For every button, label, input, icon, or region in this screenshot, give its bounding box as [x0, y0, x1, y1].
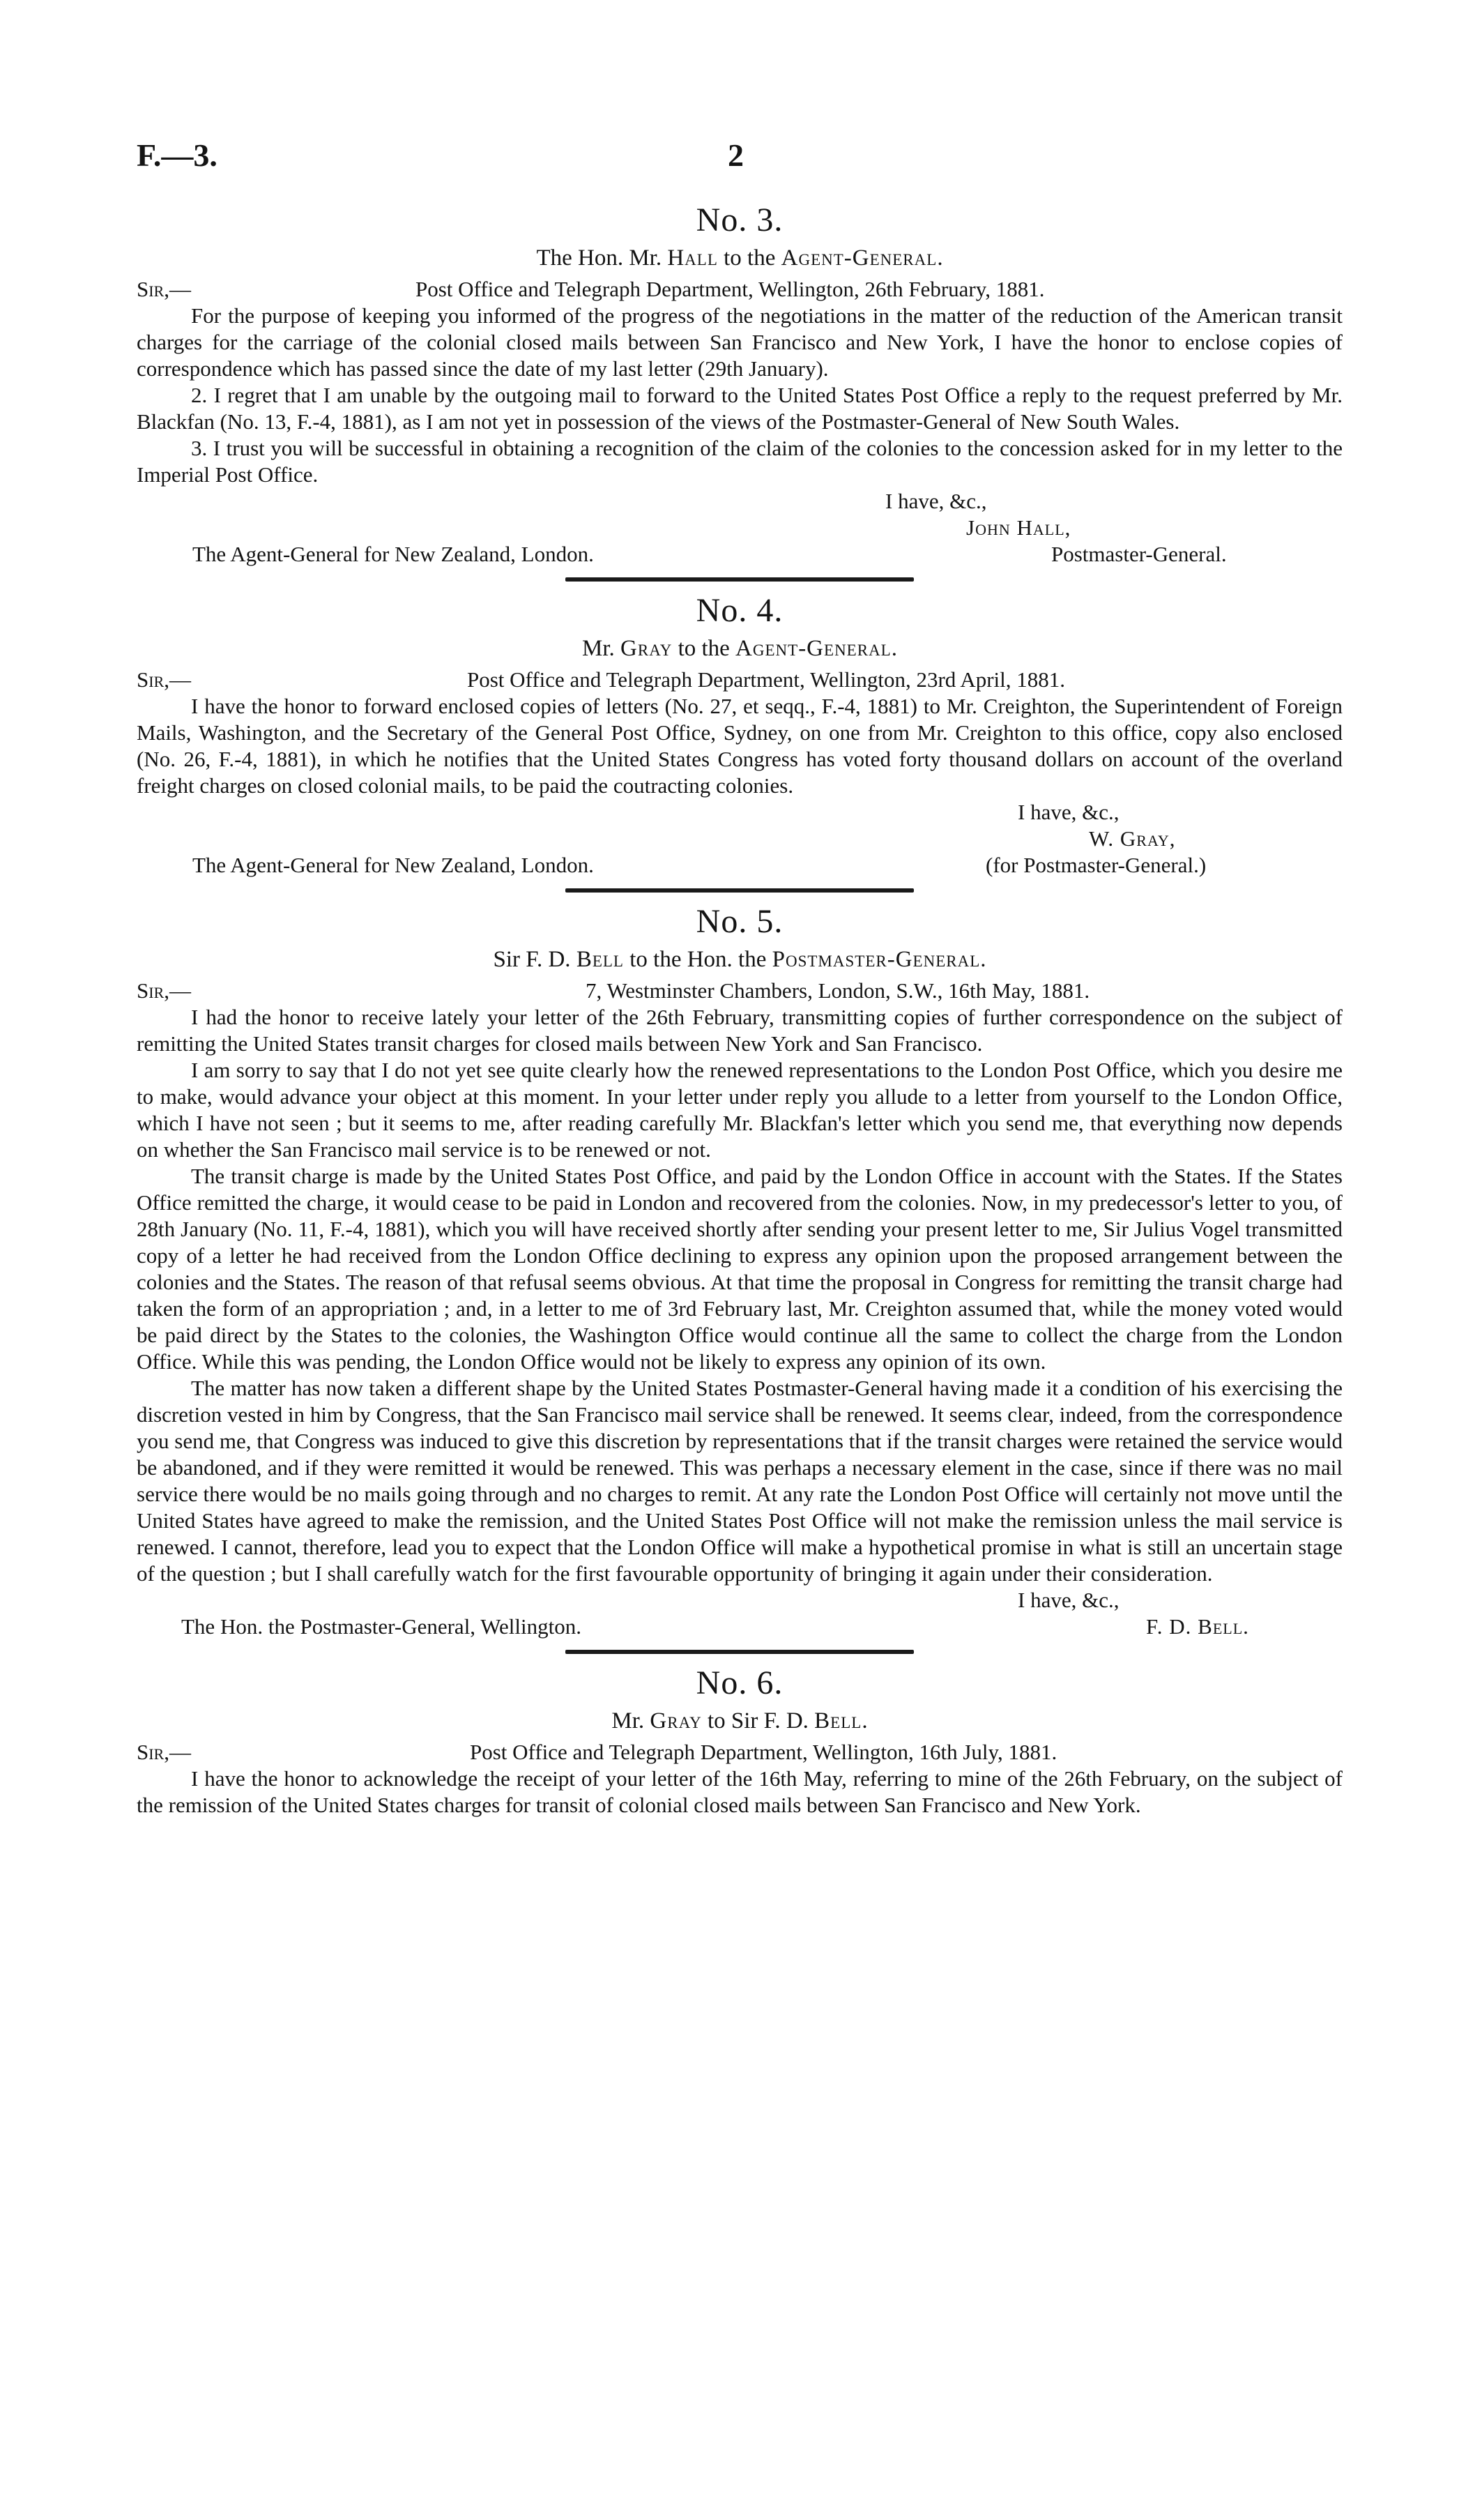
dateline: 7, Westminster Chambers, London, S.W., 16th May, 1881.: [586, 978, 1090, 1003]
title-name: Gray: [650, 1708, 702, 1733]
title-text: .: [862, 1708, 868, 1733]
title-recipient: Bell: [814, 1708, 862, 1733]
closing-phrase: I have, &c.,: [885, 489, 987, 513]
title-name: Hall: [667, 245, 718, 271]
closing-block: [137, 799, 1343, 879]
closing-phrase: I have, &c.,: [1018, 1588, 1120, 1612]
letter-no-3: [137, 199, 1343, 568]
letter-number: No. 4.: [696, 592, 784, 629]
paragraph: 2. I regret that I am unable by the outgoing mail to forward to the United States Post Office a reply to the request preferred by Mr. Blackfan (No. 13, F.-4, 1881), as I am not yet in possession of the views of the Postmaster-General of New South Wales.: [137, 383, 1343, 434]
title-text: .: [891, 636, 897, 661]
section-divider: [565, 577, 914, 582]
paragraph: The transit charge is made by the United States Post Office, and paid by the London Office in account with the States. If the States Office remitted the charge, it would cease to be paid in London and recovered from the colonies. Now, in my predecessor's letter to you, of 28th January (No. 11, F.-4, 1881), which you will have received shortly after sending your present letter to me, Sir Julius Vogel transmitted copy of a letter he had received from the London Office declining to express any opinion upon the proposed arrangement between the colonies and the States. The reason of that refusal seems obvious. At that time the proposal in Congress for remitting the transit charge had taken the form of an appropriation ; and, in a letter to me of 3rd February last, Mr. Creighton assumed that, while the money voted would be paid direct by the States to the colonies, the Washington Office would continue all the same to collect the charge from the London Office. While this was pending, the London Office would not be likely to express any opinion of its own.: [137, 1164, 1343, 1374]
title-text: to Sir F. D.: [701, 1708, 815, 1733]
letter-title: [137, 241, 1343, 275]
title-recipient: Postmaster-General: [772, 947, 981, 972]
title-text: to the Hon. the: [623, 947, 772, 972]
page-number: 2: [728, 137, 744, 173]
paragraph: 3. I trust you will be successful in obtaining a recognition of the claim of the colonies to the concession asked for in my letter to the Imperial Post Office.: [137, 436, 1343, 487]
paragraph: I have the honor to forward enclosed copies of letters (No. 27, et seqq., F.-4, 1881) to Mr. Creighton, the Superintendent of Foreign Mails, Washington, and the Secretary of the General Post Office, Sydney, on one from Mr. Creighton to this office, copy also enclosed (No. 26, F.-4, 1881), in which he notifies that the United States Congress has voted forty thousand dollars on account of the overland freight charges on closed colonial mails, to be paid the coutracting colonies.: [137, 694, 1343, 798]
paragraph: I am sorry to say that I do not yet see quite clearly how the renewed representations to the London Post Office, which you desire me to make, would advance your object at this moment. In your letter under reply you allude to a letter from yourself to the London Office, which I have not seen ; but it seems to me, after reading carefully Mr. Blackfan's letter which you send me, that everything now depends on whether the San Francisco mail service is to be renewed or not.: [137, 1058, 1343, 1162]
title-recipient: Agent-General: [781, 245, 938, 271]
letter-number: No. 5.: [696, 903, 784, 940]
title-text: Mr.: [582, 636, 621, 661]
letter-no-4: [137, 590, 1343, 879]
salutation-line: [137, 1739, 1343, 1766]
dateline: Post Office and Telegraph Department, Wellington, 16th July, 1881.: [470, 1740, 1057, 1764]
letter-number: No. 3.: [696, 202, 784, 238]
closing-phrase: I have, &c.,: [1018, 800, 1120, 824]
closing-block: [137, 1587, 1343, 1640]
page-header: [137, 137, 1343, 179]
paper-reference: F.—3.: [137, 137, 217, 173]
closing-block: [137, 488, 1343, 568]
addressee: The Hon. the Postmaster-General, Wellington.: [181, 1614, 581, 1639]
salutation: Sir,—: [137, 277, 191, 301]
addressee: The Agent-General for New Zealand, London.: [192, 853, 594, 877]
dateline: Post Office and Telegraph Department, Wellington, 23rd April, 1881.: [467, 667, 1066, 692]
section-divider: [565, 888, 914, 893]
salutation-line: [137, 667, 1343, 693]
salutation: Sir,—: [137, 978, 191, 1003]
salutation: Sir,—: [137, 667, 191, 692]
salutation: Sir,—: [137, 1740, 191, 1764]
title-text: to the: [717, 245, 781, 271]
paragraph: The matter has now taken a different shape by the United States Postmaster-General having made it a condition of his exercising the discretion vested in him by Congress, that the San Francisco mail service shall be renewed. It seems clear, indeed, from the correspondence you send me, that Congress was induced to give this discretion by representations that if the transit charges were retained the service would be abandoned, and if they were remitted it would be renewed. This was perhaps a necessary element in the case, since if there was no mail service there would be no mails going through and no charges to remit. At any rate the London Post Office will certainly not move until the United States have agreed to make the remission, and the United States Post Office will not make the remission unless the mail service is renewed. I cannot, therefore, lead you to expect that the London Office will make a hypothetical promise in what is still an uncertain stage of the question ; but I shall carefully watch for the first favourable opportunity of bringing it again under their consideration.: [137, 1376, 1343, 1586]
letter-title: [137, 943, 1343, 976]
signatory-title: Postmaster-General.: [1051, 542, 1227, 566]
title-name: Bell: [576, 947, 624, 972]
signature: John Hall,: [966, 515, 1071, 540]
title-text: Sir F. D.: [493, 947, 576, 972]
salutation-line: [137, 276, 1343, 303]
title-name: Gray: [620, 636, 673, 661]
dateline: Post Office and Telegraph Department, Wellington, 26th February, 1881.: [415, 277, 1045, 301]
signature: F. D. Bell.: [1146, 1614, 1249, 1639]
letter-no-5: [137, 901, 1343, 1640]
title-text: .: [937, 245, 943, 271]
paragraph: For the purpose of keeping you informed of the progress of the negotiations in the matter of the reduction of the American transit charges for the carriage of the colonial closed mails between San Francisco and New York, I have the honor to enclose copies of correspondence which has passed since the date of my last letter (29th January).: [137, 303, 1343, 381]
section-divider: [565, 1650, 914, 1654]
paragraph: I have the honor to acknowledge the receipt of your letter of the 16th May, referring to mine of the 26th February, on the subject of the remission of the United States charges for transit of colonial closed mails between San Francisco and New York.: [137, 1766, 1343, 1817]
signatory-title: (for Postmaster-General.): [986, 853, 1207, 877]
letter-title: [137, 632, 1343, 665]
title-recipient: Agent-General: [735, 636, 892, 661]
paragraph: I had the honor to receive lately your letter of the 26th February, transmitting copies of further correspondence on the subject of remitting the United States transit charges for closed mails between New York and San Francisco.: [137, 1005, 1343, 1056]
title-text: .: [980, 947, 986, 972]
title-text: to the: [672, 636, 736, 661]
letter-title: [137, 1704, 1343, 1738]
letter-number: No. 6.: [696, 1664, 784, 1701]
addressee: The Agent-General for New Zealand, London.: [192, 542, 594, 566]
signature: W. Gray,: [1089, 826, 1176, 851]
letter-no-6: [137, 1662, 1343, 1819]
salutation-line: [137, 978, 1343, 1004]
title-text: Mr.: [611, 1708, 650, 1733]
letters-column: [137, 199, 1343, 1819]
title-text: The Hon. Mr.: [536, 245, 668, 271]
